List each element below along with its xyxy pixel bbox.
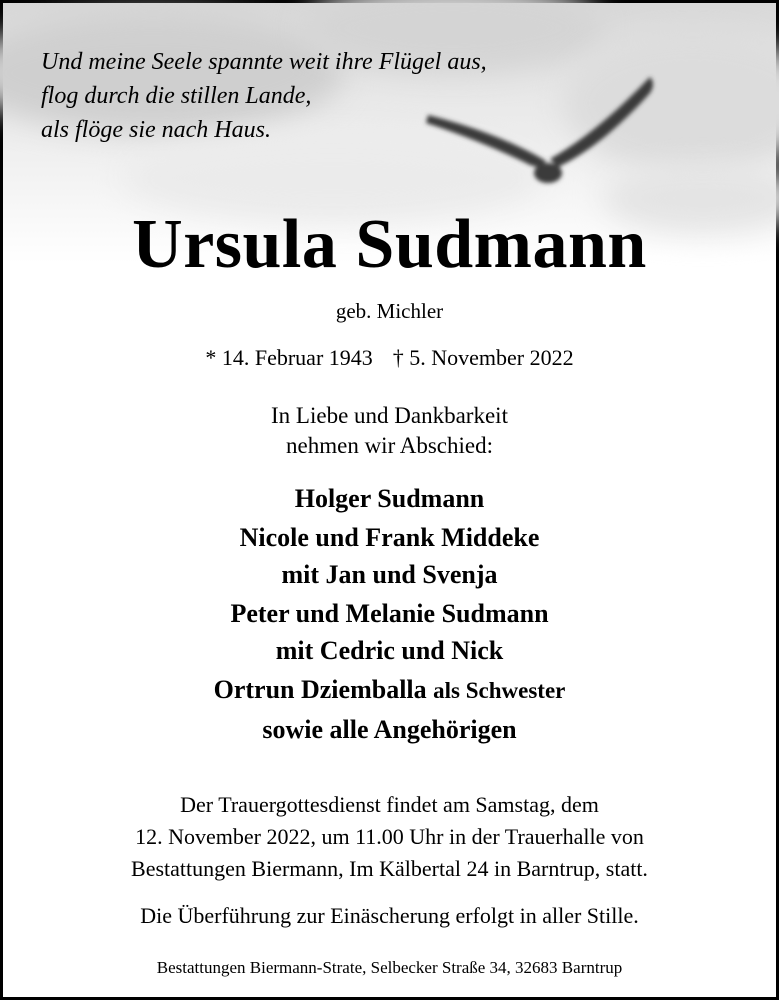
intro-line: In Liebe und Dankbarkeit (271, 403, 508, 428)
intro-line: nehmen wir Abschied: (286, 433, 493, 458)
mourner-name: Ortrun Dziemballa (213, 675, 427, 704)
poem-line: flog durch die stillen Lande, (41, 83, 312, 109)
mourner-line: mit Cedric und Nick (275, 636, 504, 665)
funeral-home-address: Bestattungen Biermann-Strate, Selbecker Straße 34, 32683 Barntrup (156, 958, 623, 977)
mourners-list (3, 480, 776, 748)
mourner-line: mit Jan und Svenja (281, 560, 498, 589)
mourner-line: Holger Sudmann (294, 484, 485, 513)
life-dates (3, 343, 776, 373)
mourner-line: sowie alle Angehörigen (262, 715, 517, 744)
mourner-line: Peter und Melanie Sudmann (230, 599, 549, 628)
mourner-line: Nicole und Frank Middeke (239, 523, 540, 552)
mourner-relation: als Schwester (433, 678, 566, 703)
farewell-intro (3, 401, 776, 461)
funeral-service-info (3, 789, 776, 885)
service-line: Der Trauergottesdienst findet am Samstag, dem (180, 792, 599, 817)
mourner-line (3, 671, 776, 709)
service-line: Bestattungen Biermann, Im Kälbertal 24 in Barntrup, statt. (131, 856, 648, 881)
birth-date: * 14. Februar 1943 (205, 345, 373, 370)
transfer-note: Die Überführung zur Einäscherung erfolgt in aller Stille. (140, 903, 639, 928)
maiden-name: geb. Michler (335, 299, 444, 323)
death-date: † 5. November 2022 (392, 345, 574, 370)
poem (41, 45, 487, 147)
service-line: 12. November 2022, um 11.00 Uhr in der Trauerhalle von (135, 824, 644, 849)
poem-line: Und meine Seele spannte weit ihre Flügel aus, (41, 49, 487, 75)
poem-line: als flöge sie nach Haus. (41, 117, 271, 143)
deceased-name: Ursula Sudmann (132, 206, 647, 283)
